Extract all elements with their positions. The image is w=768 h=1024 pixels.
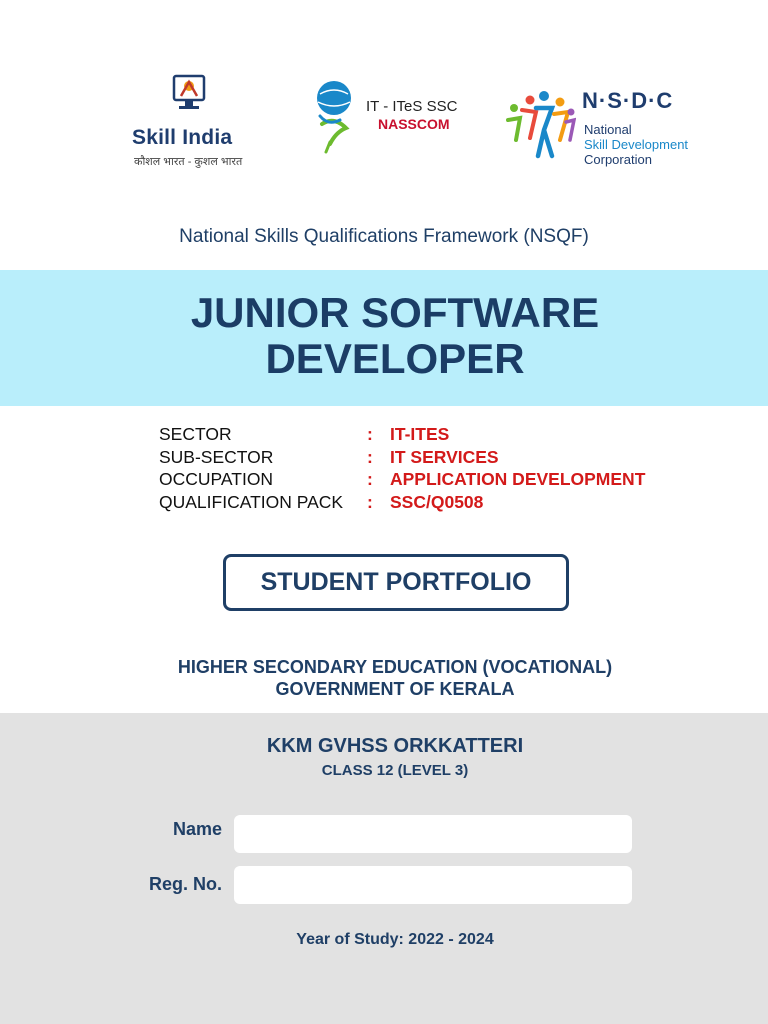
meta-colon: : (367, 446, 373, 467)
skill-india-logo (132, 74, 262, 174)
page-title (0, 290, 768, 382)
ssc-globe-figure-icon (312, 80, 356, 156)
skill-india-name: Skill India (132, 126, 233, 149)
nasscom-label: NASSCOM (378, 116, 450, 132)
nsdc-logo (506, 82, 716, 172)
meta-key: SUB-SECTOR (159, 446, 274, 467)
qualification-details (159, 423, 719, 513)
ssc-title: IT - ITeS SSC (366, 98, 458, 115)
nsdc-people-icon (506, 90, 576, 162)
skill-india-tagline: कौशल भारत - कुशल भारत (134, 156, 243, 168)
meta-row-occupation (159, 468, 719, 491)
logo-row (0, 70, 768, 170)
meta-row-sub-sector (159, 446, 719, 469)
meta-colon: : (367, 469, 373, 489)
meta-colon: : (367, 424, 373, 444)
meta-value: IT SERVICES (390, 446, 499, 467)
school-name: KKM GVHSS ORKKATTERI (266, 735, 524, 757)
nsdc-line-1: National (584, 122, 632, 137)
education-line-1: HIGHER SECONDARY EDUCATION (VOCATIONAL) (177, 657, 613, 677)
meta-key: OCCUPATION (159, 469, 274, 489)
class-level: CLASS 12 (LEVEL 3) (321, 762, 469, 779)
meta-key: SECTOR (159, 424, 232, 444)
name-label: Name (172, 819, 222, 839)
meta-row-sector (159, 423, 719, 446)
meta-value: IT-ITES (390, 424, 450, 444)
nsdc-fullname (584, 122, 688, 167)
meta-colon: : (367, 491, 373, 512)
student-portfolio-box: STUDENT PORTFOLIO (223, 554, 569, 611)
nsdc-line-2: Skill Development (584, 137, 689, 152)
it-ites-ssc-logo (312, 80, 482, 170)
year-of-study: Year of Study: 2022 - 2024 (296, 931, 494, 948)
meta-value: SSC/Q0508 (390, 491, 484, 512)
education-line-2: GOVERNMENT OF KERALA (275, 679, 515, 699)
education-authority (0, 656, 768, 700)
framework-heading: National Skills Qualifications Framework (NSQF) (179, 226, 589, 247)
meta-value: APPLICATION DEVELOPMENT (390, 469, 646, 489)
nsdc-acronym: N·S·D·C (582, 88, 674, 113)
meta-row-qualification-pack (159, 491, 719, 514)
nsdc-line-3: Corporation (584, 152, 652, 167)
reg-no-label: Reg. No. (148, 874, 222, 894)
meta-key: QUALIFICATION PACK (159, 491, 344, 512)
page-title-line-1: JUNIOR SOFTWARE (190, 289, 600, 336)
page-title-line-2: DEVELOPER (265, 335, 525, 382)
reg-no-field[interactable] (234, 866, 632, 904)
name-field[interactable] (234, 815, 632, 853)
skill-india-emblem-icon (172, 74, 206, 114)
